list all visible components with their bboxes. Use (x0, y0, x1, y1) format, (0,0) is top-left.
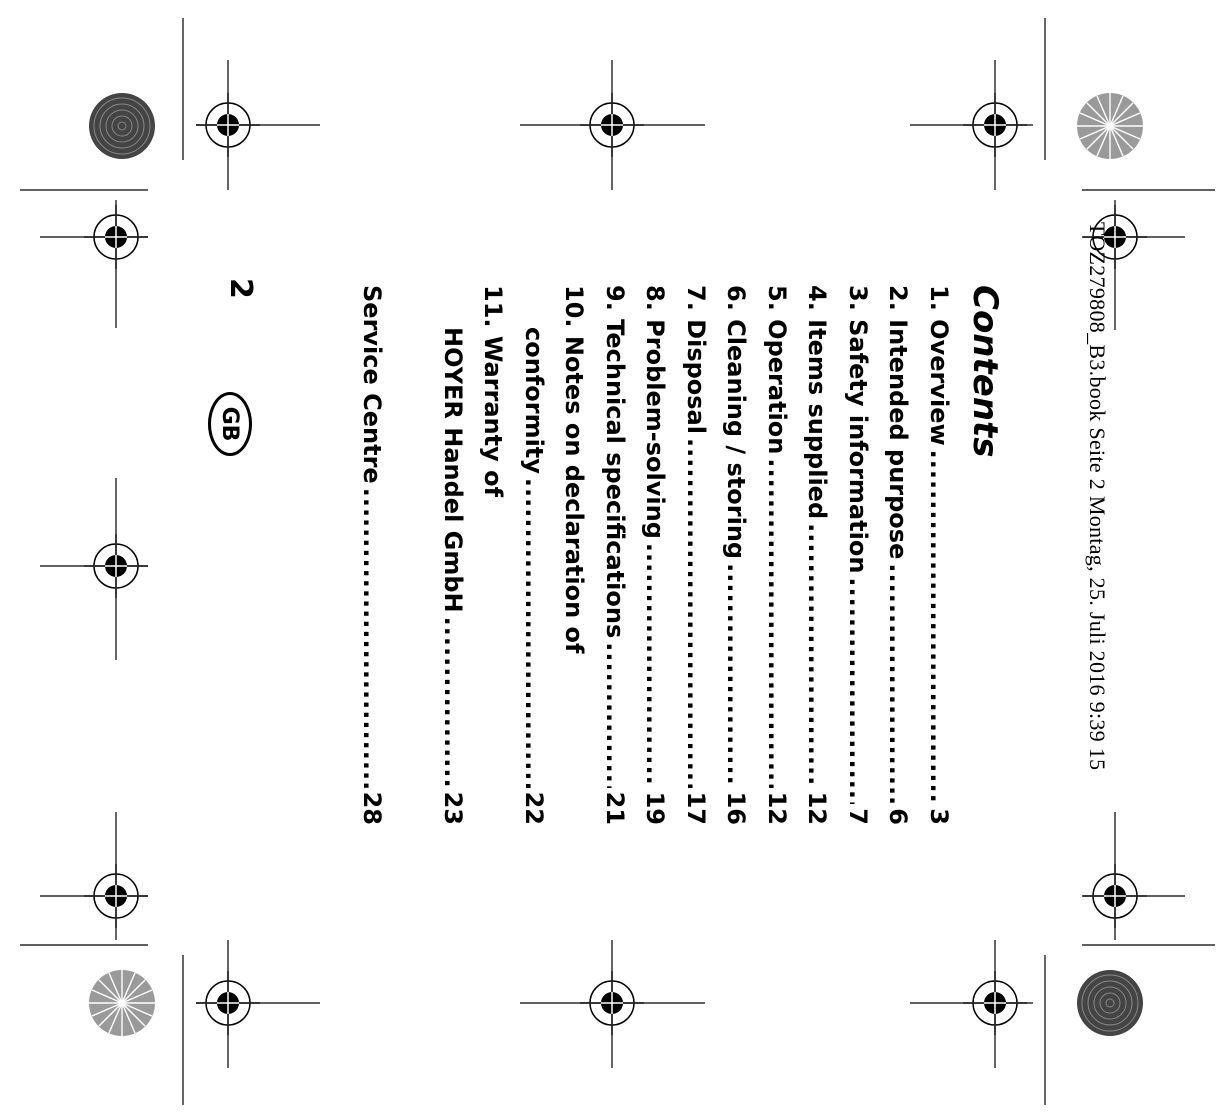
toc-entry-label: 6. Cleaning / storing (722, 285, 751, 560)
toc-entry-page: 17 (682, 791, 710, 825)
toc-list (352, 285, 960, 825)
registration-mark-icon (963, 971, 1027, 1035)
toc-leader-dots (392, 289, 433, 821)
toc-entry-label: 4. Items supplied (803, 285, 832, 520)
toc-entry-page: 21 (601, 791, 629, 825)
language-badge-wrap (208, 392, 252, 456)
toc-entry (554, 285, 595, 825)
toc-entry (473, 285, 514, 825)
toc-entry-label: 1. Overview (925, 285, 953, 446)
page-number: 2 (223, 278, 258, 299)
language-badge: GB (208, 392, 252, 456)
toc-entry-label: 2. Intended purpose (884, 285, 913, 560)
toc-entry (919, 285, 960, 825)
toc-leader-dots (433, 617, 474, 788)
toc-entry-page: 23 (439, 791, 467, 825)
print-info-line: TOZ279808_B3.book Seite 2 Montag, 25. Juli 2016 9:39 15 (1085, 222, 1110, 771)
toc-entry-label: 3. Safety information (844, 285, 872, 574)
toc-leader-dots (797, 523, 838, 787)
registration-mark-icon (196, 971, 260, 1035)
registration-mark-icon (580, 93, 644, 157)
toc-entry (797, 285, 838, 825)
toc-entry-page: 22 (520, 791, 548, 825)
toc-entry-label: 11. Warranty of (479, 285, 508, 498)
toc-entry-label: 5. Operation (763, 285, 791, 455)
contents-title: Contents (965, 285, 1005, 458)
registration-mark-icon (84, 205, 148, 269)
toc-entry-label: 10. Notes on declaration of (560, 285, 589, 654)
toc-entry-page: 12 (803, 791, 832, 825)
toc-entry-page: 16 (722, 791, 751, 825)
toc-entry (878, 285, 919, 825)
toc-entry-page: 28 (358, 791, 386, 825)
color-bar-circle-icon (1077, 93, 1143, 159)
toc-leader-dots (554, 657, 595, 821)
toc-leader-dots (635, 543, 676, 788)
toc-entry-label: 7. Disposal (682, 285, 710, 434)
registration-mark-icon (84, 864, 148, 928)
toc-leader-dots (473, 501, 514, 821)
toc-leader-dots (757, 458, 798, 787)
toc-entry-label: conformity (520, 327, 548, 474)
registration-mark-icon (1083, 864, 1147, 928)
color-bar-circle-icon (1077, 970, 1143, 1036)
toc-leader-dots (595, 642, 636, 787)
toc-leader-dots (716, 563, 757, 787)
toc-leader-dots (838, 577, 879, 804)
registration-mark-icon (580, 971, 644, 1035)
toc-leader-dots (676, 438, 717, 788)
toc-entry-label: 9. Technical specifications (601, 285, 629, 639)
toc-entry-page: 12 (763, 791, 791, 825)
toc-entry (757, 285, 798, 825)
registration-mark-icon (196, 93, 260, 157)
toc-entry (433, 285, 474, 825)
toc-entry (352, 285, 393, 825)
toc-entry-label: 8. Problem-solving (641, 285, 670, 539)
toc-entry (676, 285, 717, 825)
toc-leader-dots (514, 478, 555, 788)
registration-mark-icon (963, 93, 1027, 157)
color-bar-circle-icon (89, 970, 155, 1036)
table-of-contents (352, 285, 1006, 825)
toc-entry-page: 19 (641, 791, 670, 825)
toc-entry (838, 285, 879, 825)
toc-entry (595, 285, 636, 825)
toc-entry (635, 285, 676, 825)
toc-entry-label: HOYER Handel GmbH (439, 327, 467, 613)
toc-leader-dots (919, 450, 960, 805)
toc-entry (514, 285, 555, 825)
toc-entry-page: 7 (844, 808, 872, 825)
toc-leader-dots (878, 563, 919, 804)
toc-leader-dots (352, 488, 393, 788)
toc-entry-label: Service Centre (358, 285, 386, 484)
toc-entry-page: 3 (925, 808, 953, 825)
registration-mark-icon (84, 534, 148, 598)
toc-entry (716, 285, 757, 825)
toc-entry (392, 285, 433, 825)
color-bar-circle-icon (89, 93, 155, 159)
toc-entry-page: 6 (884, 808, 913, 825)
